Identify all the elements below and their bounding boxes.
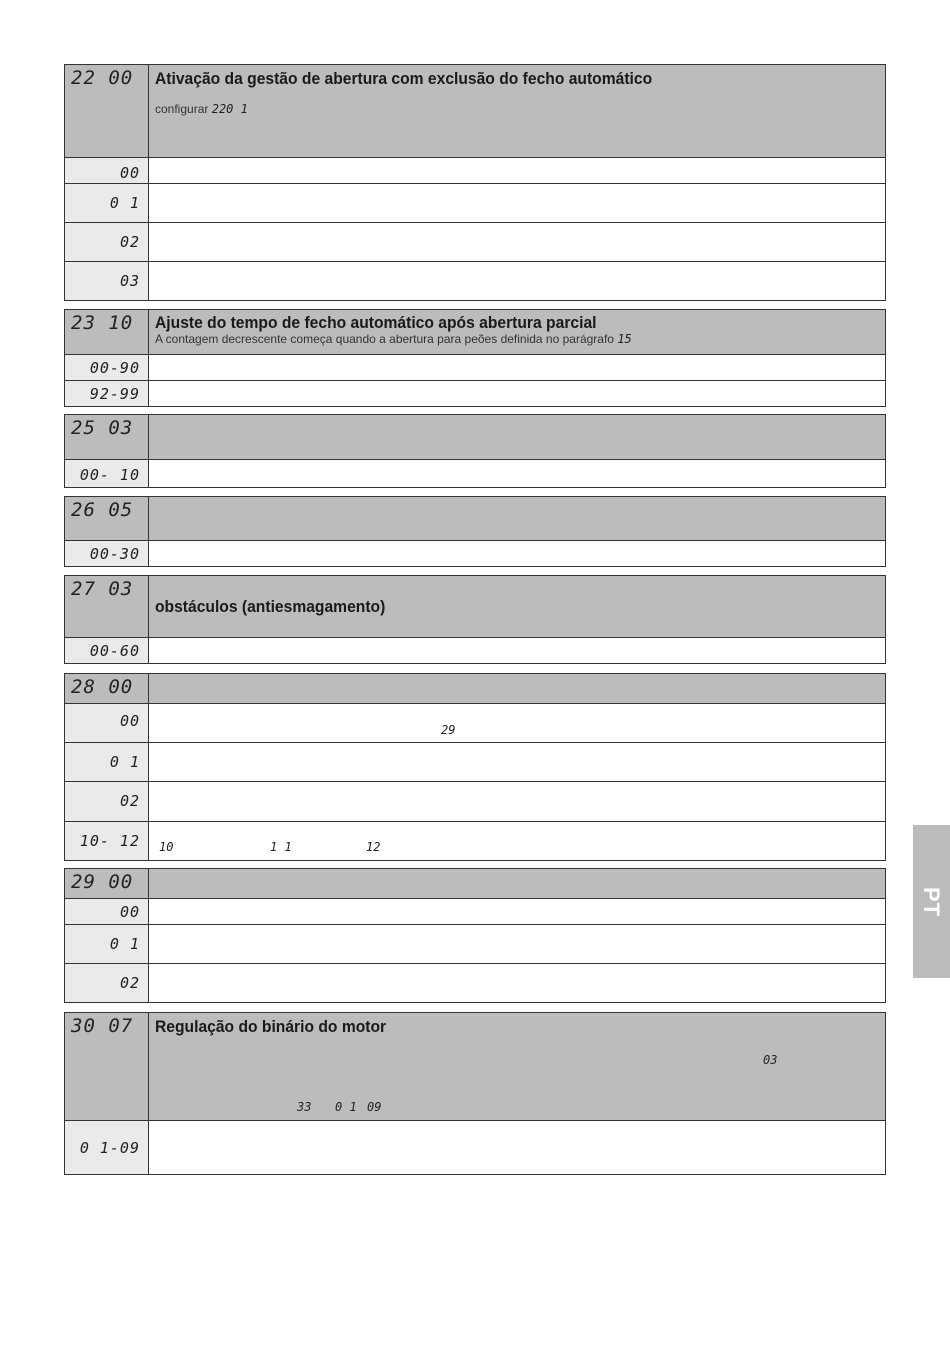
param-description	[149, 310, 885, 354]
param-header-row	[65, 869, 885, 898]
option-row	[65, 459, 885, 487]
option-row	[65, 354, 885, 380]
param-header-row	[65, 576, 885, 637]
table-param-25	[64, 414, 886, 488]
table-param-27	[64, 575, 886, 664]
option-row	[65, 157, 885, 183]
param-code: 22 00	[65, 65, 149, 157]
param-title: Ajuste do tempo de fecho automático após abertura parcial	[155, 313, 597, 332]
option-code: 00	[65, 899, 149, 924]
param-note-text: configurar	[155, 102, 209, 116]
option-code: 00- 10	[65, 460, 149, 487]
reference-code: 12	[366, 840, 381, 854]
option-row	[65, 540, 885, 566]
param-description	[149, 65, 885, 157]
param-note-code: 220 1	[211, 102, 248, 116]
reference-code: 10	[159, 840, 174, 854]
param-note-text: A contagem decrescente começa quando a abertura para peões definida no parágrafo	[155, 332, 614, 346]
reference-code: 0 1	[335, 1100, 357, 1114]
option-code: 00	[65, 704, 149, 742]
table-param-26	[64, 496, 886, 567]
option-code: 0 1-09	[65, 1121, 149, 1174]
param-code: 25 03	[65, 415, 149, 459]
option-row	[65, 924, 885, 963]
param-header-row	[65, 415, 885, 459]
reference-code: 33	[297, 1100, 312, 1114]
table-param-28	[64, 673, 886, 861]
reference-code: 1 1	[270, 840, 292, 854]
param-title: obstáculos (antiesmagamento)	[155, 597, 386, 616]
option-code: 00-60	[65, 638, 149, 663]
param-code: 23 10	[65, 310, 149, 354]
table-param-30	[64, 1012, 886, 1175]
option-code: 00	[65, 158, 149, 183]
option-code: 03	[65, 262, 149, 300]
param-header-row	[65, 674, 885, 703]
param-title: Regulação do binário do motor	[155, 1017, 387, 1036]
param-description	[149, 576, 885, 637]
option-row	[65, 222, 885, 261]
option-code: 0 1	[65, 184, 149, 222]
option-row	[65, 637, 885, 663]
param-header-row	[65, 65, 885, 157]
option-row	[65, 821, 885, 860]
option-code: 10- 12	[65, 822, 149, 860]
option-code: 0 1	[65, 743, 149, 781]
param-description	[149, 1013, 885, 1120]
option-code: 02	[65, 223, 149, 261]
option-row	[65, 380, 885, 406]
option-code: 00-90	[65, 355, 149, 380]
option-row	[65, 1120, 885, 1174]
table-param-22	[64, 64, 886, 301]
option-code: 02	[65, 964, 149, 1002]
option-row	[65, 898, 885, 924]
reference-code: 29	[441, 723, 456, 737]
option-row	[65, 781, 885, 821]
param-code: 29 00	[65, 869, 149, 898]
language-tab-label: PT	[919, 886, 945, 917]
reference-code: 03	[763, 1053, 778, 1067]
table-param-23	[64, 309, 886, 407]
option-row	[65, 703, 885, 742]
param-title: Ativação da gestão de abertura com exclusão do fecho automático	[155, 69, 653, 88]
table-param-29	[64, 868, 886, 1003]
reference-code: 09	[367, 1100, 382, 1114]
param-code: 28 00	[65, 674, 149, 703]
param-code: 26 05	[65, 497, 149, 540]
language-tab	[913, 825, 950, 978]
option-row	[65, 261, 885, 300]
param-code: 27 03	[65, 576, 149, 637]
param-note	[155, 102, 879, 116]
param-note	[155, 332, 879, 346]
option-code: 92-99	[65, 381, 149, 406]
option-row	[65, 183, 885, 222]
option-row	[65, 742, 885, 781]
option-code: 00-30	[65, 541, 149, 566]
param-header-row	[65, 310, 885, 354]
option-code: 02	[65, 782, 149, 821]
option-code: 0 1	[65, 925, 149, 963]
option-row	[65, 963, 885, 1002]
param-header-row	[65, 1013, 885, 1120]
param-code: 30 07	[65, 1013, 149, 1120]
param-header-row	[65, 497, 885, 540]
param-note-code: 15	[617, 332, 632, 346]
